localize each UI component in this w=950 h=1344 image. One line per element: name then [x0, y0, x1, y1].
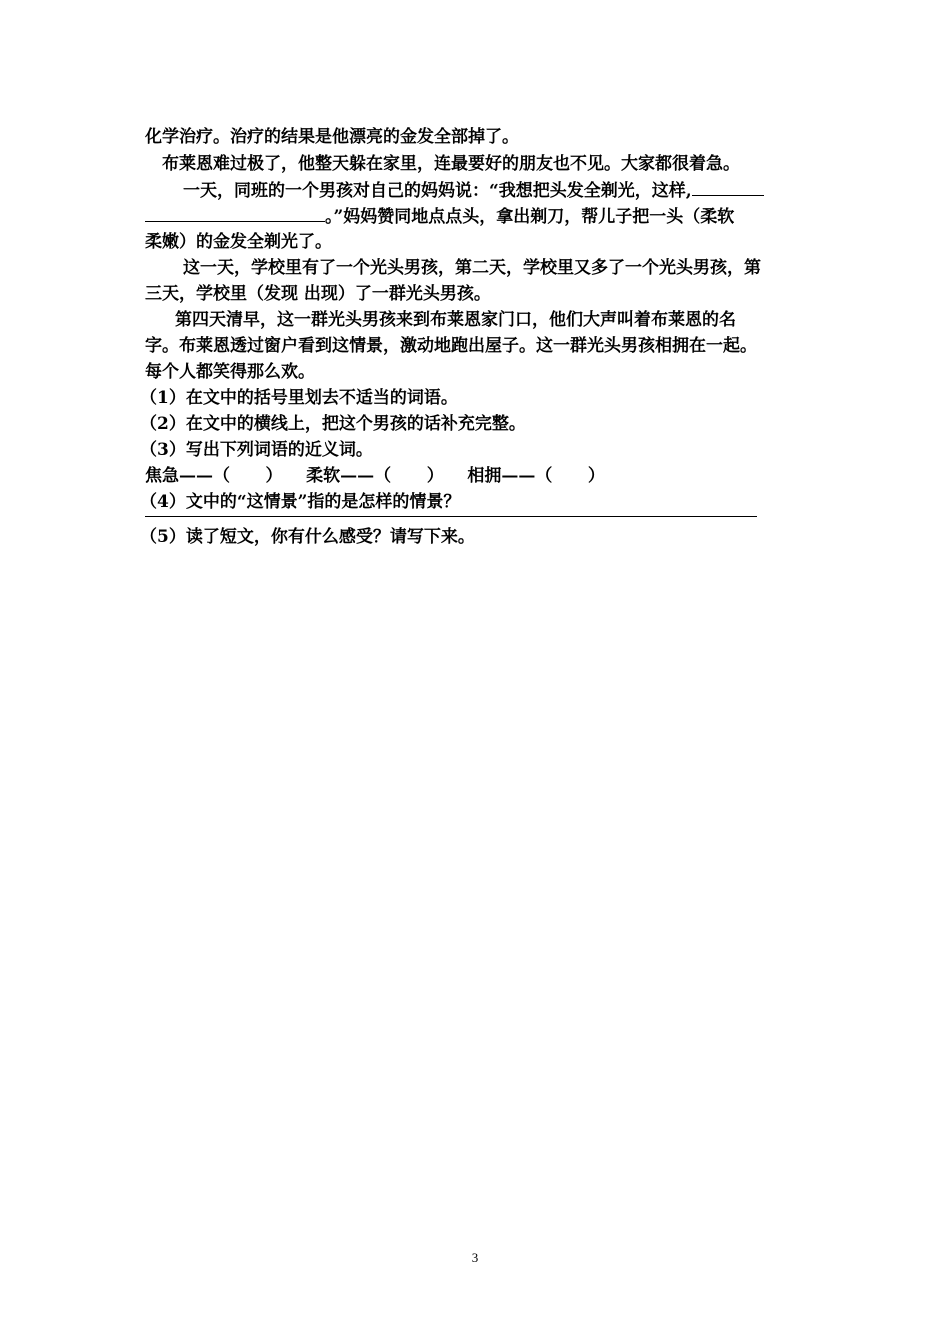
answer-blank — [145, 203, 325, 222]
passage-line: 布莱恩难过极了，他整天躲在家里，连最要好的朋友也不见。大家都很着急。 — [162, 154, 740, 174]
question-5: （5）读了短文，你有什么感受？请写下来。 — [140, 527, 475, 547]
passage-line: 化学治疗。治疗的结果是他漂亮的金发全部掉了。 — [145, 127, 519, 147]
page-number: 3 — [471, 1250, 479, 1265]
passage-line — [183, 177, 764, 204]
passage-text: 一天，同班的一个男孩对自己的妈妈说：“我想把头发全剃光，这样, — [183, 181, 692, 201]
passage-line: 这一天，学校里有了一个光头男孩，第二天，学校里又多了一个光头男孩，第 — [183, 258, 761, 278]
question-2: （2）在文中的横线上，把这个男孩的话补充完整。 — [140, 414, 526, 434]
passage-line — [145, 203, 734, 230]
synonym-items: 焦急——（ ） 柔软——（ ） 相拥——（ ） — [145, 466, 605, 486]
passage-line: 每个人都笑得那么欢。 — [145, 362, 315, 382]
passage-line: 三天，学校里（发现 出现）了一群光头男孩。 — [145, 284, 491, 304]
passage-line: 柔嫩）的金发全剃光了。 — [145, 232, 332, 252]
answer-line — [145, 516, 757, 517]
question-3: （3）写出下列词语的近义词。 — [140, 440, 373, 460]
question-1: （1）在文中的括号里划去不适当的词语。 — [140, 388, 458, 408]
question-4: （4）文中的“这情景”指的是怎样的情景？ — [140, 492, 461, 512]
answer-blank — [692, 177, 764, 196]
passage-text: 。”妈妈赞同地点点头，拿出剃刀，帮儿子把一头（柔软 — [325, 207, 735, 227]
passage-line: 第四天清早，这一群光头男孩来到布莱恩家门口，他们大声叫着布莱恩的名 — [175, 310, 736, 330]
passage-line: 字。布莱恩透过窗户看到这情景，激动地跑出屋子。这一群光头男孩相拥在一起。 — [145, 336, 757, 356]
